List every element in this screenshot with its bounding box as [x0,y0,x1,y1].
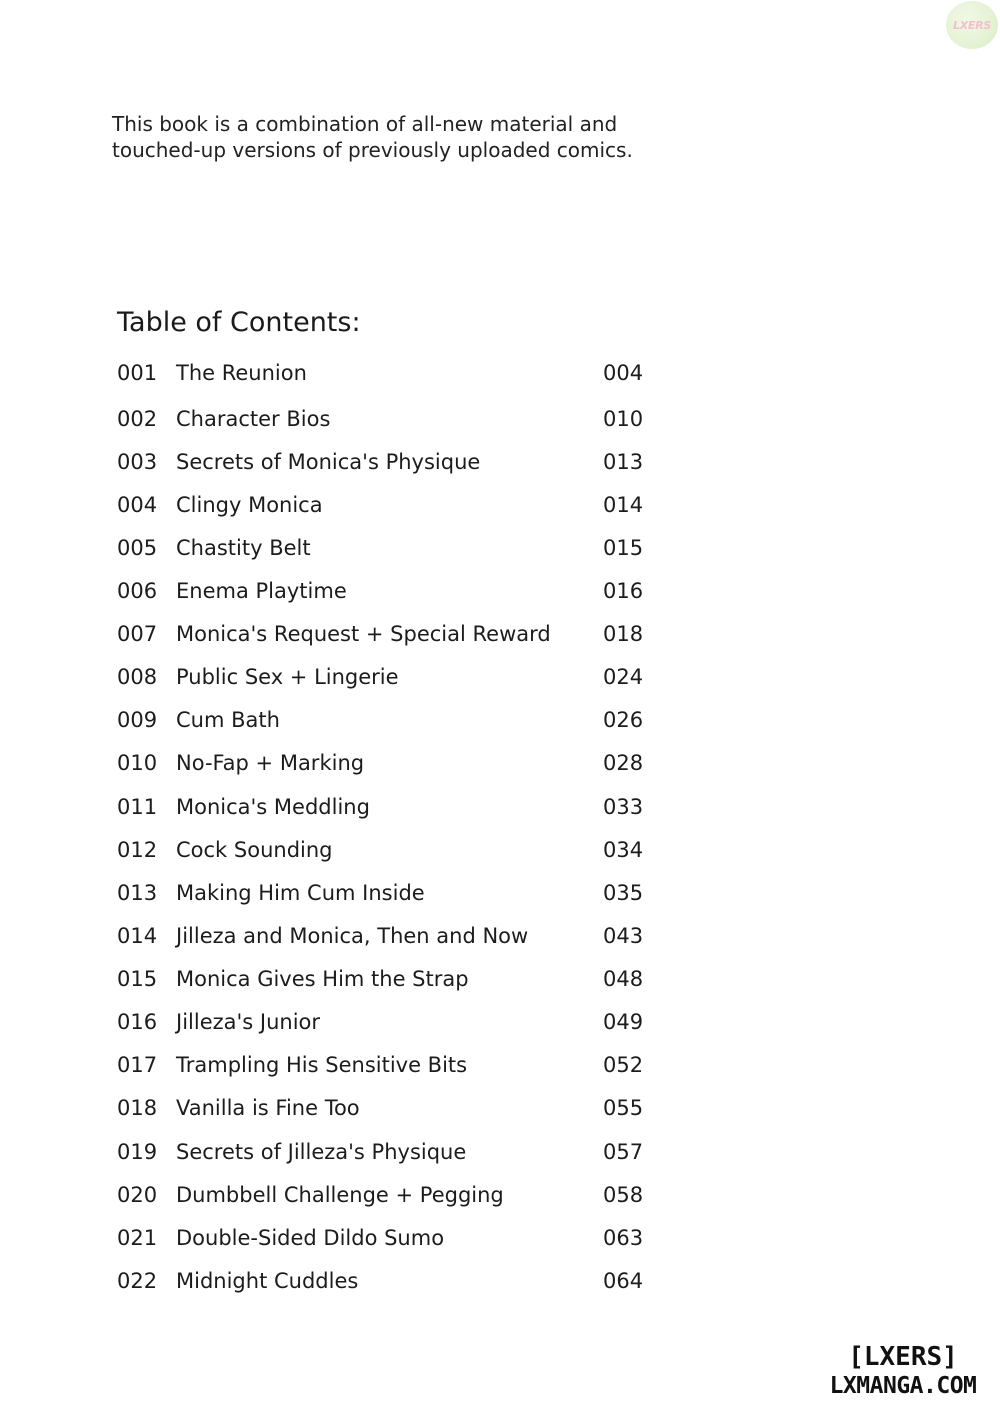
watermark-brand: [LXERS] [848,1342,958,1372]
toc-entry [117,662,677,692]
toc-entry-title: Midnight Cuddles [176,1269,359,1293]
toc-entry-page: 024 [603,665,644,689]
toc-entry-page: 048 [603,967,644,991]
toc-entry-number: 019 [117,1140,158,1164]
toc-entry-number: 016 [117,1010,158,1034]
toc-entry-number: 012 [117,838,158,862]
toc-entry [117,964,677,994]
toc-entry-title: Character Bios [176,407,331,431]
toc-entry-title: Cum Bath [176,708,280,732]
toc-entry-number: 004 [117,493,158,517]
toc-entry-title: Trampling His Sensitive Bits [176,1053,468,1077]
toc-entry-page: 034 [603,838,644,862]
toc-entry-page: 033 [603,795,644,819]
toc-entry-title: Jilleza and Monica, Then and Now [176,924,529,948]
toc-entry-number: 007 [117,622,158,646]
toc-entry [117,1223,677,1253]
toc-entry-title: Monica's Request + Special Reward [176,622,551,646]
lxers-badge-text: LXERS [953,18,991,32]
toc-entry-page: 043 [603,924,644,948]
toc-entry-page: 018 [603,622,644,646]
site-watermark [818,1342,988,1400]
toc-entry-page: 049 [603,1010,644,1034]
watermark-url: LXMANGA.COM [829,1373,977,1399]
toc-entry-title: No-Fap + Marking [176,751,365,775]
toc-entry-page: 026 [603,708,644,732]
toc-entry [117,1137,677,1167]
toc-entry-title: Dumbbell Challenge + Pegging [176,1183,504,1207]
toc-entry [117,1007,677,1037]
toc-entry [117,358,677,388]
toc-entry [117,835,677,865]
toc-entry-page: 035 [603,881,644,905]
toc-entry-title: Secrets of Jilleza's Physique [176,1140,467,1164]
toc-entry-title: Cock Sounding [176,838,333,862]
toc-entry-page: 015 [603,536,644,560]
toc-entry-page: 064 [603,1269,644,1293]
lxers-badge-logo [946,1,998,49]
toc-entry [117,921,677,951]
intro-line-1: This book is a combination of all-new material and [112,112,618,136]
toc-entry-title: Chastity Belt [176,536,311,560]
toc-entry-number: 014 [117,924,158,948]
toc-entry-number: 006 [117,579,158,603]
toc-entry-title: Enema Playtime [176,579,347,603]
toc-entry-page: 016 [603,579,644,603]
toc-title: Table of Contents: [117,307,361,338]
toc-entry-page: 057 [603,1140,644,1164]
toc-entry-number: 017 [117,1053,158,1077]
toc-entry-number: 020 [117,1183,158,1207]
toc-entry-title: Double-Sided Dildo Sumo [176,1226,445,1250]
toc-entry-page: 028 [603,751,644,775]
toc-entry [117,1050,677,1080]
toc-entry-title: Public Sex + Lingerie [176,665,399,689]
toc-entry [117,533,677,563]
toc-entry-number: 002 [117,407,158,431]
toc-entry-page: 004 [603,361,644,385]
toc-entry-number: 022 [117,1269,158,1293]
toc-entry [117,792,677,822]
toc-entry-number: 003 [117,450,158,474]
toc-entry-number: 001 [117,361,158,385]
toc-entry [117,447,677,477]
toc-entry-page: 058 [603,1183,644,1207]
toc-entry-page: 014 [603,493,644,517]
toc-entry-title: Secrets of Monica's Physique [176,450,481,474]
toc-entry [117,1266,677,1296]
toc-entry [117,705,677,735]
toc-entry-number: 005 [117,536,158,560]
toc-entry [117,748,677,778]
toc-entry-number: 013 [117,881,158,905]
toc-entry-title: Vanilla is Fine Too [176,1096,360,1120]
toc-entry-page: 013 [603,450,644,474]
toc-entry [117,878,677,908]
toc-entry [117,490,677,520]
toc-entry [117,1180,677,1210]
toc-entry [117,1093,677,1123]
toc-entry-title: Making Him Cum Inside [176,881,425,905]
toc-entry-title: Clingy Monica [176,493,323,517]
toc-entry [117,576,677,606]
toc-entry-page: 010 [603,407,644,431]
toc-entry-page: 055 [603,1096,644,1120]
toc-entry-title: Monica's Meddling [176,795,370,819]
toc-entry-number: 015 [117,967,158,991]
toc-entry [117,404,677,434]
toc-entry-title: The Reunion [176,361,307,385]
toc-entry-number: 009 [117,708,158,732]
table-of-contents [117,0,677,1411]
intro-line-2: touched-up versions of previously uploaded comics. [112,138,633,162]
toc-entry-page: 063 [603,1226,644,1250]
toc-entry-number: 008 [117,665,158,689]
toc-entry-number: 011 [117,795,158,819]
toc-entry-number: 018 [117,1096,158,1120]
toc-entry-title: Monica Gives Him the Strap [176,967,469,991]
toc-entry [117,619,677,649]
toc-entry-number: 021 [117,1226,158,1250]
toc-entry-number: 010 [117,751,158,775]
toc-entry-page: 052 [603,1053,644,1077]
toc-entry-title: Jilleza's Junior [176,1010,321,1034]
